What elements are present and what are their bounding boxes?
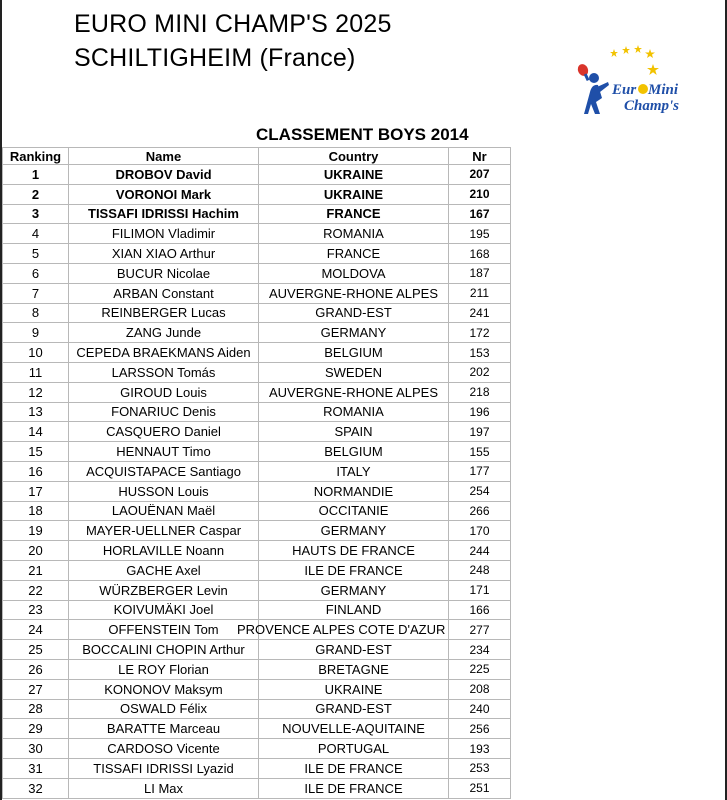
name-cell: GACHE Axel: [69, 560, 259, 580]
rank-cell: 8: [3, 303, 69, 323]
nr-cell: 193: [449, 739, 511, 759]
rank-cell: 5: [3, 244, 69, 264]
country-cell: ROMANIA: [259, 224, 449, 244]
table-row: [3, 719, 511, 739]
rank-cell: 22: [3, 580, 69, 600]
rank-cell: 23: [3, 600, 69, 620]
rank-cell: 1: [3, 165, 69, 185]
country-cell: SWEDEN: [259, 362, 449, 382]
country-cell: NOUVELLE-AQUITAINE: [259, 719, 449, 739]
country-text: PROVENCE ALPES COTE D'AZUR: [237, 622, 446, 638]
nr-cell: 234: [449, 640, 511, 660]
country-cell: GRAND-EST: [259, 699, 449, 719]
event-location: SCHILTIGHEIM (France): [74, 44, 356, 72]
name-cell: CASQUERO Daniel: [69, 422, 259, 442]
country-cell: ILE DE FRANCE: [259, 778, 449, 798]
name-cell: ARBAN Constant: [69, 283, 259, 303]
name-cell: FONARIUC Denis: [69, 402, 259, 422]
rank-cell: 17: [3, 481, 69, 501]
table-row: [3, 699, 511, 719]
country-cell: [237, 620, 449, 640]
nr-cell: 256: [449, 719, 511, 739]
name-cell: BOCCALINI CHOPIN Arthur: [69, 640, 259, 660]
name-cell: LE ROY Florian: [69, 659, 259, 679]
country-cell: AUVERGNE-RHONE ALPES: [259, 382, 449, 402]
country-cell: HAUTS DE FRANCE: [259, 541, 449, 561]
country-cell: FRANCE: [259, 204, 449, 224]
column-header-ranking: Ranking: [3, 148, 69, 165]
table-row: [3, 659, 511, 679]
nr-cell: 240: [449, 699, 511, 719]
table-row: [3, 541, 511, 561]
country-cell: FRANCE: [259, 244, 449, 264]
name-cell: BARATTE Marceau: [69, 719, 259, 739]
name-cell: DROBOV David: [69, 165, 259, 185]
country-cell: OCCITANIE: [259, 501, 449, 521]
column-header-nr: Nr: [449, 148, 511, 165]
nr-cell: 218: [449, 382, 511, 402]
rank-cell: 2: [3, 184, 69, 204]
nr-cell: 210: [449, 184, 511, 204]
classification-title: CLASSEMENT BOYS 2014: [256, 125, 469, 144]
name-cell: VORONOI Mark: [69, 184, 259, 204]
ranking-table-body: [3, 165, 511, 799]
rank-cell: 19: [3, 521, 69, 541]
rank-cell: 30: [3, 739, 69, 759]
table-row: [3, 204, 511, 224]
table-row: [3, 560, 511, 580]
name-cell: CARDOSO Vicente: [69, 739, 259, 759]
name-cell: ACQUISTAPACE Santiago: [69, 461, 259, 481]
table-row: [3, 739, 511, 759]
country-cell: NORMANDIE: [259, 481, 449, 501]
table-row: [3, 382, 511, 402]
country-cell: GERMANY: [259, 323, 449, 343]
name-cell: OFFENSTEIN Tom: [69, 620, 259, 640]
table-row: [3, 422, 511, 442]
table-row: [3, 521, 511, 541]
logo-star-icon: [610, 49, 618, 57]
rank-cell: 31: [3, 758, 69, 778]
rank-cell: 6: [3, 263, 69, 283]
country-cell: ROMANIA: [259, 402, 449, 422]
table-row: [3, 224, 511, 244]
nr-cell: 207: [449, 165, 511, 185]
country-cell: UKRAINE: [259, 165, 449, 185]
name-cell: KOIVUMÄKI Joel: [69, 600, 259, 620]
nr-cell: 241: [449, 303, 511, 323]
name-cell: REINBERGER Lucas: [69, 303, 259, 323]
nr-cell: 225: [449, 659, 511, 679]
nr-cell: 251: [449, 778, 511, 798]
event-title: EURO MINI CHAMP'S 2025: [74, 10, 392, 38]
table-row: [3, 362, 511, 382]
column-header-name: Name: [69, 148, 259, 165]
table-row: [3, 263, 511, 283]
logo-star-icon: [634, 45, 642, 53]
nr-cell: 266: [449, 501, 511, 521]
country-cell: GERMANY: [259, 521, 449, 541]
table-row: [3, 640, 511, 660]
table-row: [3, 481, 511, 501]
rank-cell: 21: [3, 560, 69, 580]
logo-star-icon: [622, 46, 630, 54]
table-row: [3, 402, 511, 422]
rank-cell: 20: [3, 541, 69, 561]
table-row: [3, 323, 511, 343]
name-cell: KONONOV Maksym: [69, 679, 259, 699]
nr-cell: 167: [449, 204, 511, 224]
rank-cell: 32: [3, 778, 69, 798]
nr-cell: 170: [449, 521, 511, 541]
rank-cell: 18: [3, 501, 69, 521]
nr-cell: 195: [449, 224, 511, 244]
name-cell: XIAN XIAO Arthur: [69, 244, 259, 264]
country-cell: GERMANY: [259, 580, 449, 600]
ranking-table: [2, 147, 511, 799]
table-row: [3, 758, 511, 778]
table-row: [3, 165, 511, 185]
rank-cell: 13: [3, 402, 69, 422]
nr-cell: 155: [449, 442, 511, 462]
rank-cell: 12: [3, 382, 69, 402]
name-cell: FILIMON Vladimir: [69, 224, 259, 244]
nr-cell: 166: [449, 600, 511, 620]
nr-cell: 253: [449, 758, 511, 778]
country-cell: UKRAINE: [259, 184, 449, 204]
name-cell: TISSAFI IDRISSI Lyazid: [69, 758, 259, 778]
table-row: [3, 600, 511, 620]
name-cell: ZANG Junde: [69, 323, 259, 343]
nr-cell: 187: [449, 263, 511, 283]
country-cell: BELGIUM: [259, 442, 449, 462]
country-cell: PORTUGAL: [259, 739, 449, 759]
column-header-country: Country: [259, 148, 449, 165]
name-cell: HUSSON Louis: [69, 481, 259, 501]
rank-cell: 15: [3, 442, 69, 462]
table-row: [3, 343, 511, 363]
logo-star-icon: [647, 64, 659, 75]
country-cell: ITALY: [259, 461, 449, 481]
nr-cell: 177: [449, 461, 511, 481]
name-cell: LAOUËNAN Maël: [69, 501, 259, 521]
country-cell: BELGIUM: [259, 343, 449, 363]
nr-cell: 196: [449, 402, 511, 422]
country-cell: ILE DE FRANCE: [259, 758, 449, 778]
nr-cell: 202: [449, 362, 511, 382]
table-row: [3, 778, 511, 798]
country-cell: GRAND-EST: [259, 303, 449, 323]
rank-cell: 26: [3, 659, 69, 679]
name-cell: MAYER-UELLNER Caspar: [69, 521, 259, 541]
nr-cell: 277: [449, 620, 511, 640]
rank-cell: 10: [3, 343, 69, 363]
svg-text:Eur: Eur: [612, 82, 637, 98]
rank-cell: 24: [3, 620, 69, 640]
name-cell: GIROUD Louis: [69, 382, 259, 402]
country-cell: BRETAGNE: [259, 659, 449, 679]
table-row: [3, 501, 511, 521]
rank-cell: 14: [3, 422, 69, 442]
table-row: [3, 580, 511, 600]
euro-mini-champs-logo: [574, 40, 704, 120]
nr-cell: 168: [449, 244, 511, 264]
name-cell: OSWALD Félix: [69, 699, 259, 719]
country-cell: AUVERGNE-RHONE ALPES: [259, 283, 449, 303]
rank-cell: 9: [3, 323, 69, 343]
table-row: [3, 620, 511, 640]
table-header-row: [3, 148, 511, 165]
table-row: [3, 283, 511, 303]
rank-cell: 27: [3, 679, 69, 699]
name-cell: TISSAFI IDRISSI Hachim: [69, 204, 259, 224]
svg-text:Mini: Mini: [648, 82, 679, 98]
country-cell: ILE DE FRANCE: [259, 560, 449, 580]
table-row: [3, 244, 511, 264]
rank-cell: 7: [3, 283, 69, 303]
logo-star-icon: [645, 49, 655, 58]
nr-cell: 153: [449, 343, 511, 363]
nr-cell: 211: [449, 283, 511, 303]
name-cell: WÜRZBERGER Levin: [69, 580, 259, 600]
name-cell: HENNAUT Timo: [69, 442, 259, 462]
table-row: [3, 461, 511, 481]
rank-cell: 25: [3, 640, 69, 660]
name-cell: CEPEDA BRAEKMANS Aiden: [69, 343, 259, 363]
nr-cell: 171: [449, 580, 511, 600]
rank-cell: 4: [3, 224, 69, 244]
country-cell: GRAND-EST: [259, 640, 449, 660]
country-cell: FINLAND: [259, 600, 449, 620]
name-cell: LI Max: [69, 778, 259, 798]
name-cell: LARSSON Tomás: [69, 362, 259, 382]
svg-text:Champ's: Champ's: [624, 98, 680, 114]
table-row: [3, 679, 511, 699]
rank-cell: 29: [3, 719, 69, 739]
country-cell: MOLDOVA: [259, 263, 449, 283]
rank-cell: 28: [3, 699, 69, 719]
table-row: [3, 442, 511, 462]
country-cell: UKRAINE: [259, 679, 449, 699]
table-row: [3, 303, 511, 323]
nr-cell: 248: [449, 560, 511, 580]
name-cell: HORLAVILLE Noann: [69, 541, 259, 561]
nr-cell: 254: [449, 481, 511, 501]
nr-cell: 197: [449, 422, 511, 442]
name-cell: BUCUR Nicolae: [69, 263, 259, 283]
nr-cell: 172: [449, 323, 511, 343]
rank-cell: 3: [3, 204, 69, 224]
rank-cell: 16: [3, 461, 69, 481]
rank-cell: 11: [3, 362, 69, 382]
country-cell: SPAIN: [259, 422, 449, 442]
table-row: [3, 184, 511, 204]
nr-cell: 208: [449, 679, 511, 699]
nr-cell: 244: [449, 541, 511, 561]
